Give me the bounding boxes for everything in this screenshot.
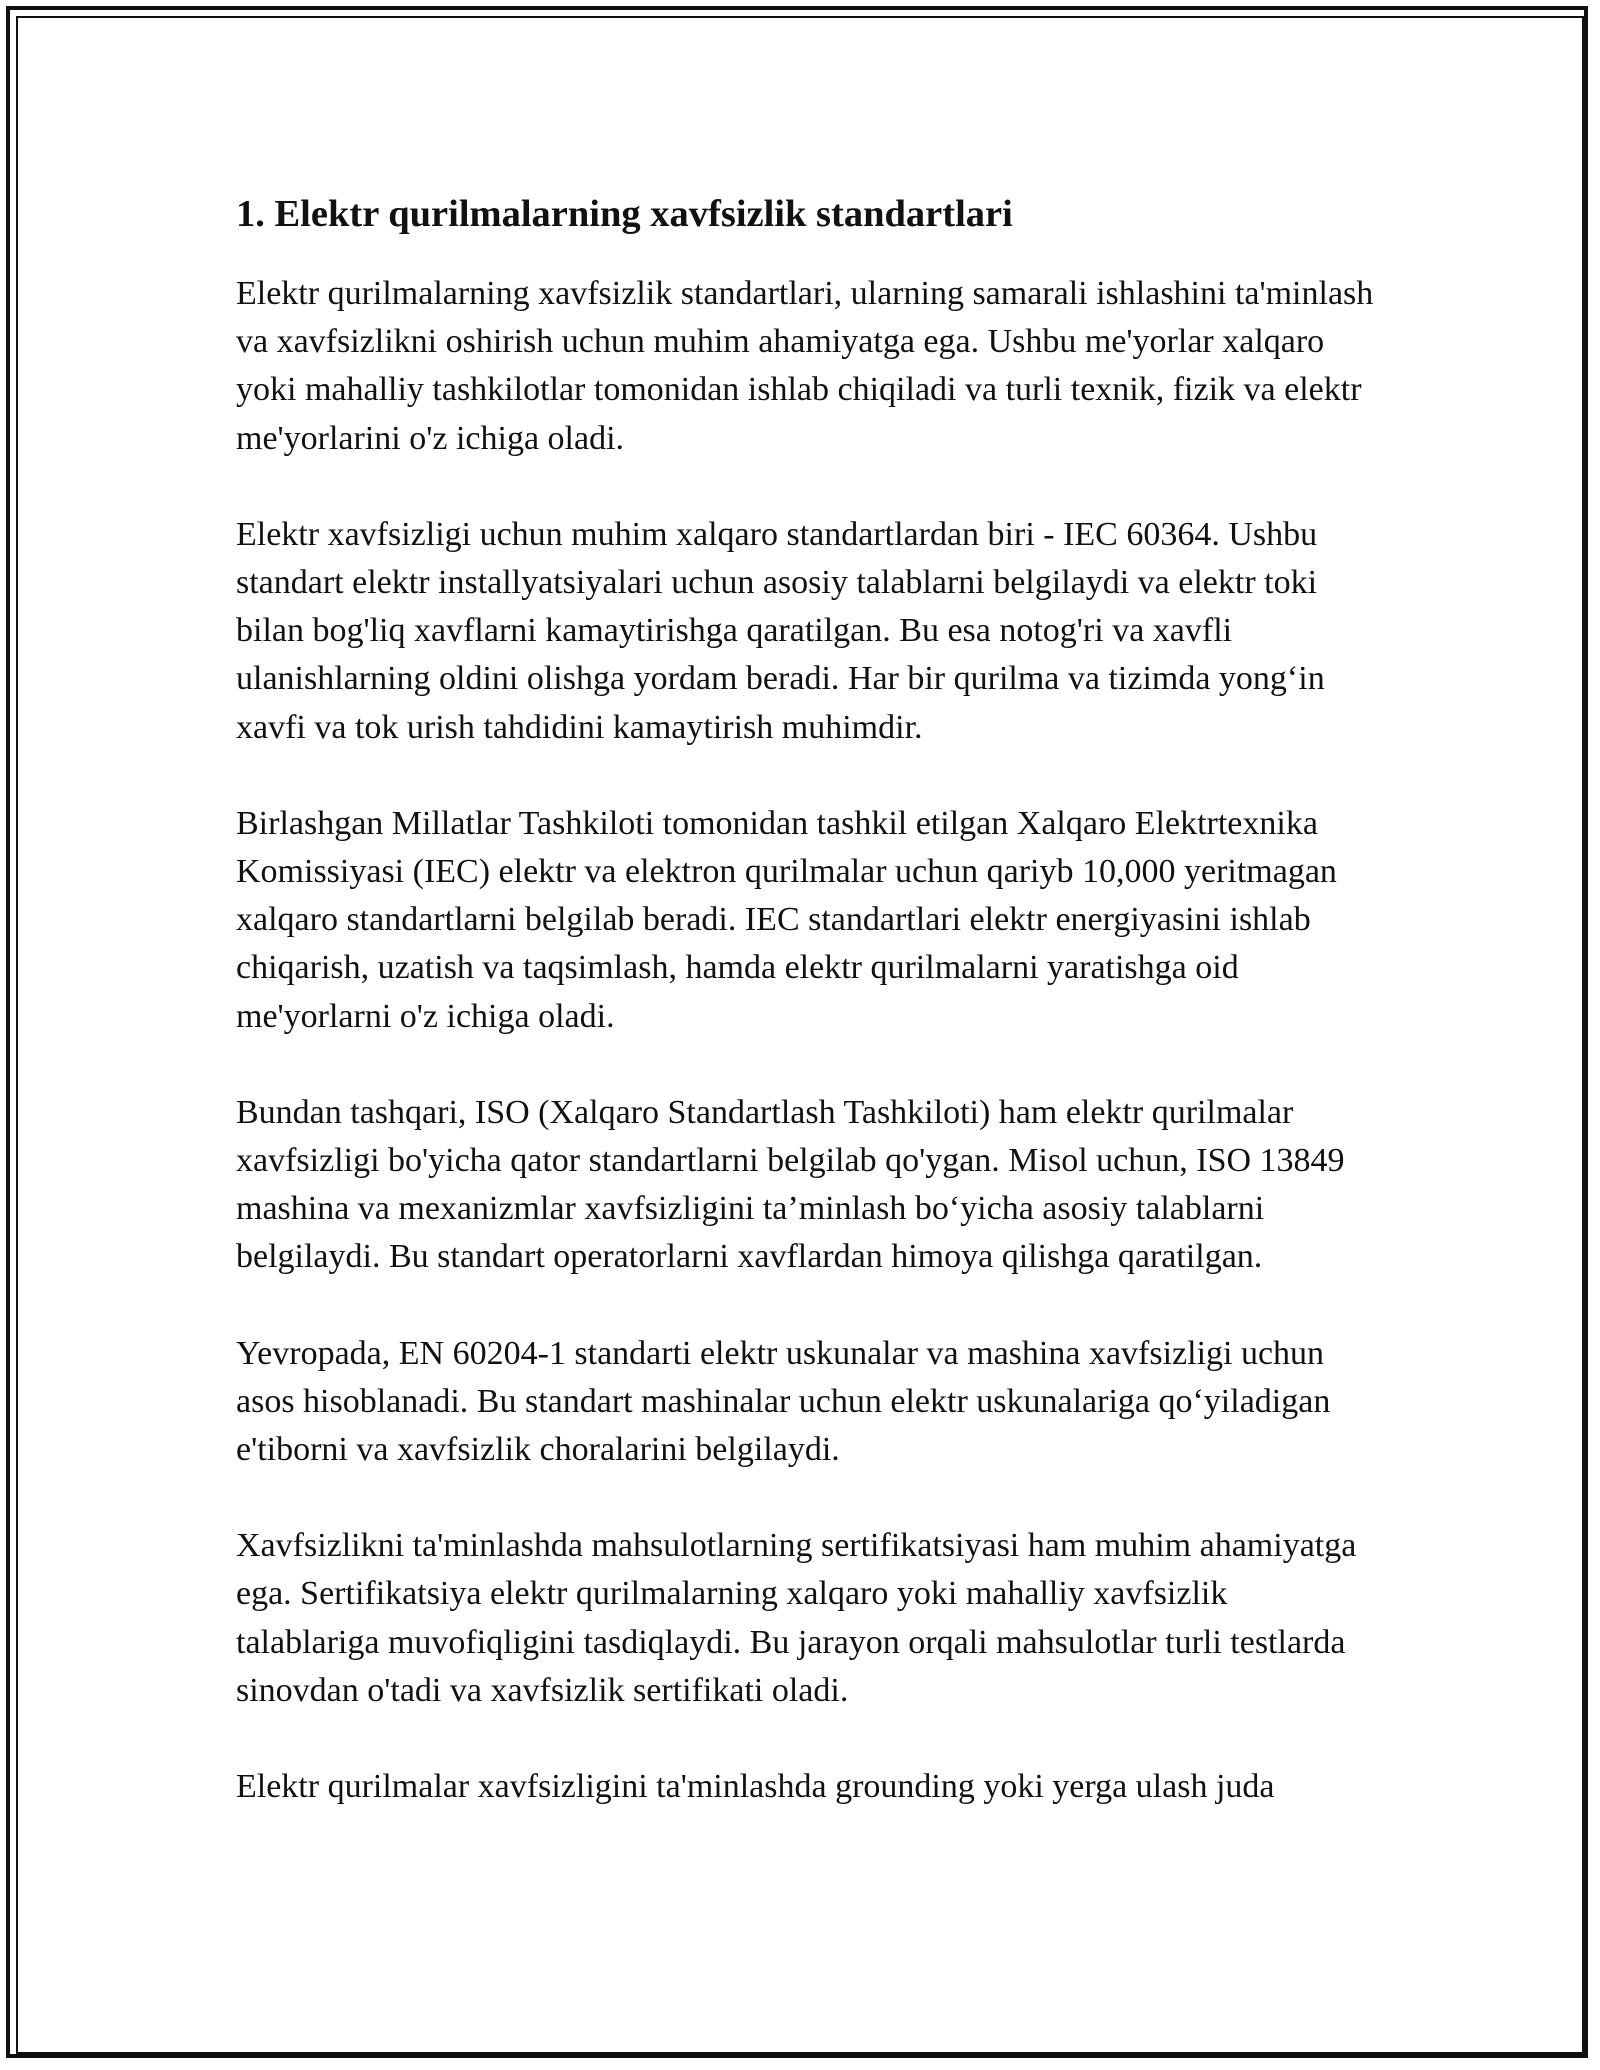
paragraph: Birlashgan Millatlar Tashkiloti tomonidan tashkil etilgan Xalqaro Elektrtexnika Komissiyasi (IEC) elektr va elektron qurilmalar uchun qariyb 10,000 yeritmagan xalqaro standartlarni belgilab beradi. IEC standartlari elektr energiyasini ishlab chiqarish, uzatish va taqsimlash, hamda elektr qurilmalarni yaratishga oid me'yorlarni o'z ichiga oladi. [236,804,1337,1035]
document-body [236,186,1376,1859]
paragraph: Yevropada, EN 60204-1 standarti elektr uskunalar va mashina xavfsizligi uchun asos hisoblanadi. Bu standart mashinalar uchun elektr uskunalariga qo‘yiladigan e'tiborni va xavfsizlik choralarini belgilaydi. [236,1334,1331,1469]
section-heading: 1. Elektr qurilmalarning xavfsizlik standartlari [236,193,1013,235]
paragraph: Elektr xavfsizligi uchun muhim xalqaro standartlardan biri - IEC 60364. Ushbu standart elektr installyatsiyalari uchun asosiy talablarni belgilaydi va elektr toki bilan bog'liq xavflarni kamaytirishga qaratilgan. Bu esa notog'ri va xavfli ulanishlarning oldini olishga yordam beradi. Har bir qurilma va tizimda yong‘in xavfi va tok urish tahdidini kamaytirish muhimdir. [236,515,1325,746]
paragraph: Bundan tashqari, ISO (Xalqaro Standartlash Tashkiloti) ham elektr qurilmalar xavfsizligi bo'yicha qator standartlarni belgilab qo'ygan. Misol uchun, ISO 13849 mashina va mexanizmlar xavfsizligini ta’minlash bo‘yicha asosiy talablarni belgilaydi. Bu standart operatorlarni xavflardan himoya qilishga qaratilgan. [236,1093,1345,1276]
paragraph: Elektr qurilmalar xavfsizligini ta'minlashda grounding yoki yerga ulash juda [236,1768,1275,1806]
paragraph: Elektr qurilmalarning xavfsizlik standartlari, ularning samarali ishlashini ta'minlash va xavfsizlikni oshirish uchun muhim ahamiyatga ega. Ushbu me'yorlar xalqaro yoki mahalliy tashkilotlar tomonidan ishlab chiqiladi va turli texnik, fizik va elektr me'yorlarini o'z ichiga oladi. [236,275,1374,457]
paragraph: Xavfsizlikni ta'minlashda mahsulotlarning sertifikatsiyasi ham muhim ahamiyatga ega. Sertifikatsiya elektr qurilmalarning xalqaro yoki mahalliy xavfsizlik talablariga muvofiqligini tasdiqlaydi. Bu jarayon orqali mahsulotlar turli testlarda sinovdan o'tadi va xavfsizlik sertifikati oladi. [236,1527,1357,1709]
